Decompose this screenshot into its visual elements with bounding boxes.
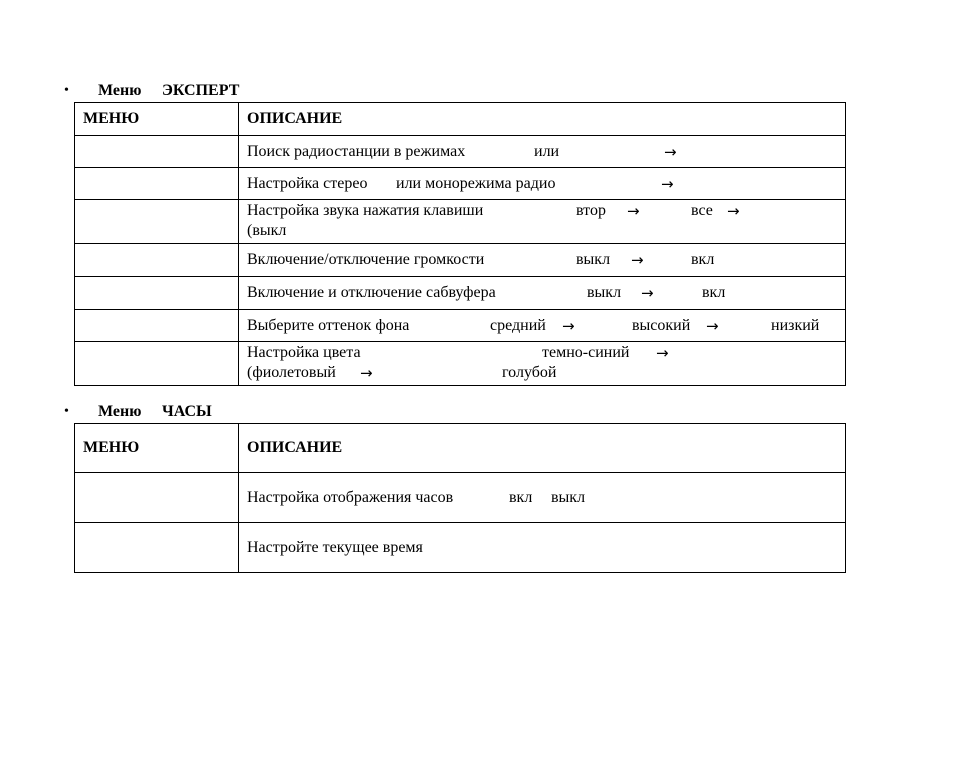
header-menu: МЕНЮ: [75, 424, 239, 473]
menu-cell: [75, 244, 239, 277]
menu-cell: [75, 168, 239, 200]
description-cell: [239, 310, 846, 342]
clock-heading-name: ЧАСЫ: [162, 403, 212, 420]
expert-heading-name: ЭКСПЕРТ: [162, 82, 240, 99]
table-row: [75, 523, 846, 573]
table-header-row: [75, 424, 846, 473]
option-text: вкл: [691, 251, 715, 268]
bullet-icon: •: [64, 404, 69, 419]
option-text: темно-синий: [542, 344, 630, 361]
menu-cell: [75, 277, 239, 310]
arrow-right-icon: →: [641, 284, 654, 302]
arrow-right-icon: →: [661, 174, 674, 193]
table-row: [75, 473, 846, 523]
option-text: вкл: [509, 488, 533, 506]
option-text: вкл: [702, 284, 726, 301]
arrow-right-icon: →: [562, 316, 575, 335]
menu-cell: [75, 136, 239, 168]
expert-heading-label: Меню: [98, 82, 142, 99]
table-row: [75, 136, 846, 168]
menu-cell: [75, 200, 239, 244]
table-header-row: [75, 103, 846, 136]
table-row: [75, 200, 846, 244]
arrow-right-icon: →: [664, 142, 677, 161]
description-cell: [239, 342, 846, 386]
description-cell: [239, 244, 846, 277]
description-text: Настройка звука нажатия клавиши: [247, 202, 484, 219]
menu-cell: [75, 523, 239, 573]
description-text: Выберите оттенок фона: [247, 316, 410, 334]
option-text: выкл: [587, 284, 622, 301]
description-text-line2: (выкл: [247, 222, 287, 239]
arrow-right-icon: →: [656, 344, 669, 362]
option-text: или монорежима радио: [396, 174, 556, 192]
bullet-icon: •: [64, 83, 69, 98]
arrow-right-icon: →: [360, 364, 373, 382]
header-description: ОПИСАНИЕ: [239, 103, 846, 136]
description-cell: [239, 473, 846, 523]
description-text: Поиск радиостанции в режимах: [247, 142, 466, 160]
option-text: низкий: [771, 316, 820, 334]
menu-cell: [75, 310, 239, 342]
arrow-right-icon: →: [727, 202, 740, 220]
menu-cell: [75, 473, 239, 523]
description-text: Включение и отключение сабвуфера: [247, 284, 496, 301]
description-text: Настройка стерео: [247, 174, 368, 192]
option-text: или: [534, 142, 560, 160]
option-text: высокий: [632, 316, 691, 334]
arrow-right-icon: →: [631, 251, 644, 269]
clock-menu-heading: [0, 402, 954, 422]
description-text: Настройка цвета: [247, 344, 361, 361]
option-text: голубой: [502, 364, 557, 381]
header-menu: МЕНЮ: [75, 103, 239, 136]
table-row: [75, 277, 846, 310]
clock-menu-table: [74, 423, 846, 573]
arrow-right-icon: →: [627, 202, 640, 220]
table-row: [75, 310, 846, 342]
option-text: средний: [490, 316, 546, 334]
description-text-line2: (фиолетовый: [247, 364, 336, 381]
expert-menu-heading: [0, 81, 954, 101]
option-text: все: [691, 202, 713, 219]
arrow-right-icon: →: [706, 316, 719, 335]
description-cell: [239, 200, 846, 244]
expert-menu-table: [74, 102, 846, 386]
description-cell: [239, 136, 846, 168]
clock-heading-label: Меню: [98, 403, 142, 420]
table-row: [75, 244, 846, 277]
description-cell: [239, 523, 846, 573]
table-row: [75, 168, 846, 200]
description-cell: [239, 168, 846, 200]
description-text: Включение/отключение громкости: [247, 251, 485, 268]
description-text: Настройка отображения часов: [247, 488, 454, 506]
option-text: втор: [576, 202, 606, 219]
option-text: выкл: [551, 488, 586, 506]
menu-cell: [75, 342, 239, 386]
header-description: ОПИСАНИЕ: [239, 424, 846, 473]
table-row: [75, 342, 846, 386]
description-cell: [239, 277, 846, 310]
option-text: выкл: [576, 251, 611, 268]
description-text: Настройте текущее время: [247, 538, 423, 556]
